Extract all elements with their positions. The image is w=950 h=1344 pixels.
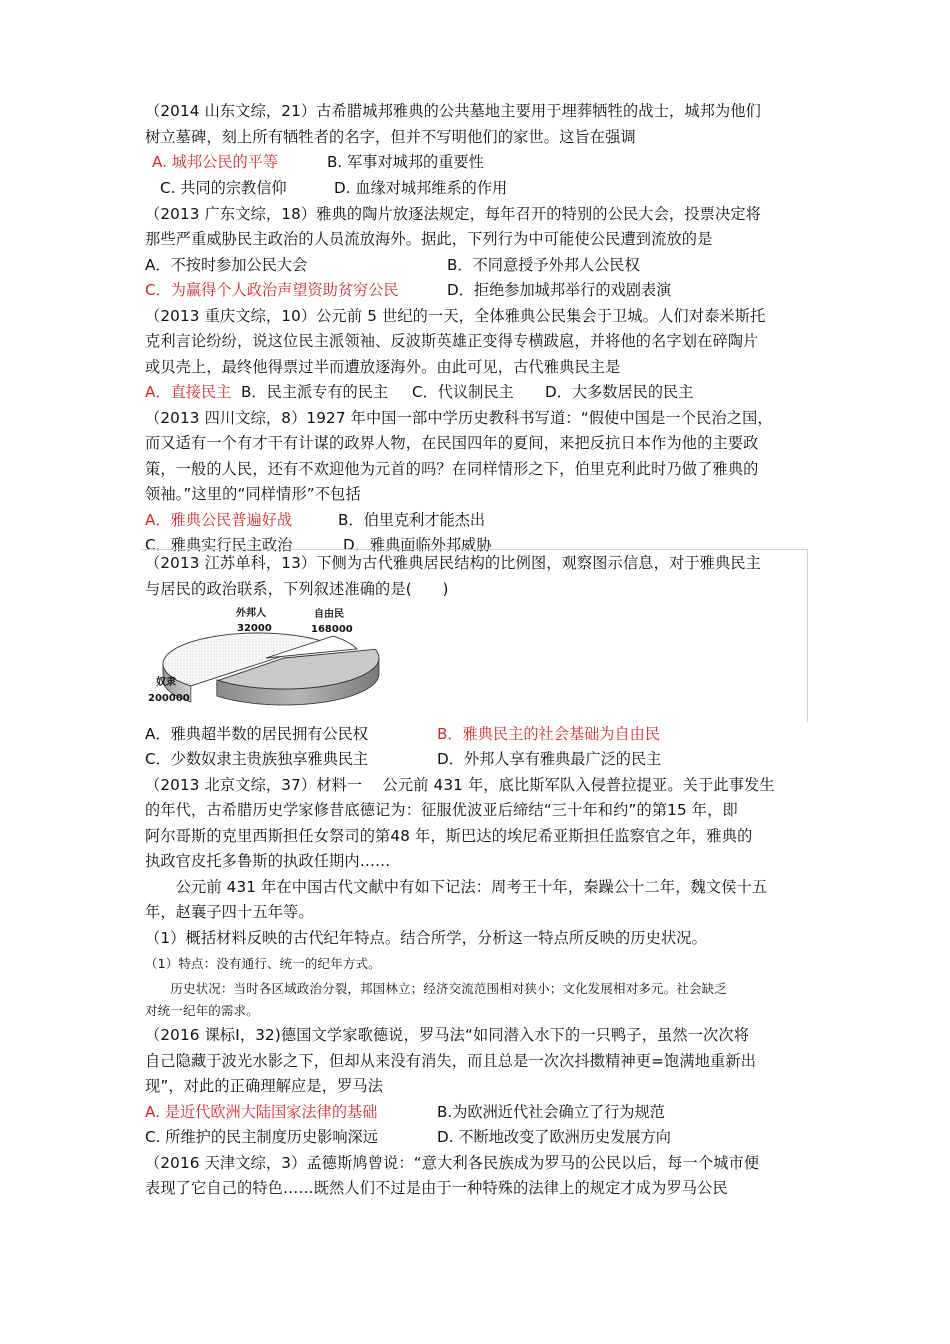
q4-option-d: D．雅典面临外邦威胁	[343, 536, 492, 554]
q2-option-c: C．为赢得个人政治声望资助贫穷公民	[145, 281, 399, 299]
q7-stem-line-3: 现”，对此的正确理解应是，罗马法	[145, 1077, 384, 1095]
q5-option-b: B．雅典民主的社会基础为自由民	[437, 725, 661, 743]
label-free-name: 自由民	[314, 609, 344, 620]
q2-option-a: A．不按时参加公民大会	[145, 256, 308, 274]
q7-stem-line-1: （2016 课标Ⅰ，32)德国文学家歌德说，罗马法“如同潜入水下的一只鸭子，虽然一次次将	[145, 1026, 750, 1044]
q3-stem-line-3: 或贝壳上，最终他得票过半而遭放逐海外。由此可见，古代雅典民主是	[145, 358, 621, 376]
q3-option-d: D．大多数居民的民主	[545, 383, 694, 401]
q6-stem-line-2: 的年代，古希腊历史学家修昔底德记为：征服优波亚后缔结“三十年和约”的第15 年，即	[145, 801, 738, 819]
q2-stem-line-2: 那些严重威胁民主政治的人员流放海外。据此，下列行为中可能使公民遭到流放的是	[145, 230, 713, 248]
q4-stem-line-4: 领袖。”这里的“同样情形”不包括	[145, 485, 361, 503]
population-pie-chart	[144, 602, 392, 720]
q4-option-c: C．雅典实行民主政治	[145, 536, 293, 554]
label-slave-name: 奴隶	[156, 677, 176, 688]
q1-stem-line-2: 树立墓碑，刻上所有牺牲者的名字，但并不写明他们的家世。这旨在强调	[145, 128, 636, 146]
q3-option-a: A．直接民主	[145, 383, 232, 401]
q2-stem-line-1: （2013 广东文综，18）雅典的陶片放逐法规定，每年召开的特别的公民大会，投票决定将	[145, 205, 762, 223]
q6-answer-line-3: 对统一纪年的需求。	[145, 1003, 259, 1018]
q4-option-b: B．伯里克利才能杰出	[338, 511, 486, 529]
q3-option-b: B．民主派专有的民主	[241, 383, 389, 401]
q6-stem-line-4: 执政官皮托多鲁斯的执政任期内……	[145, 852, 391, 870]
q2-option-b: B．不同意授予外邦人公民权	[447, 256, 640, 274]
q2-option-d: D．拒绝参加城邦举行的戏剧表演	[447, 281, 672, 299]
q5-option-a: A．雅典超半数的居民拥有公民权	[145, 725, 369, 743]
q3-option-c: C．代议制民主	[412, 383, 514, 401]
q5-stem-line-1: （2013 江苏单科，13）下侧为古代雅典居民结构的比例图，观察图示信息，对于雅典民主	[145, 554, 762, 572]
q6-stem-line-7: （1）概括材料反映的古代纪年特点。结合所学，分析这一特点所反映的历史状况。	[145, 929, 707, 947]
q1-stem-line-1: （2014 山东文综，21）古希腊城邦雅典的公共墓地主要用于埋葬牺牲的战士，城邦为他们	[145, 102, 762, 120]
q1-option-c: C. 共同的宗教信仰	[160, 179, 287, 197]
q8-stem-line-1: （2016 天津文综，3）孟德斯鸠曾说：“意大利各民族成为罗马的公民以后，每一个城市便	[145, 1154, 760, 1172]
q7-option-b: B.为欧洲近代社会确立了行为规范	[437, 1103, 665, 1121]
q3-stem-line-2: 克利言论纷纷，说这位民主派领袖、反波斯英雄正变得专横跋扈，并将他的名字划在碎陶片	[145, 332, 759, 350]
label-foreigner-name: 外邦人	[236, 608, 266, 619]
label-slave-value: 200000	[148, 693, 190, 704]
label-free-value: 168000	[311, 624, 353, 635]
q4-stem-line-3: 策，一般的人民，还有不欢迎他为元首的吗？在同样情形之下，伯里克利此时乃做了雅典的	[145, 460, 759, 478]
q6-stem-line-5: 公元前 431 年在中国古代文献中有如下记法：周考王十年，秦躁公十二年，魏文侯十五	[145, 878, 768, 896]
pie-slices	[163, 633, 379, 705]
label-foreigner-value: 32000	[237, 623, 272, 634]
q1-option-b: B. 军事对城邦的重要性	[327, 153, 484, 171]
q6-stem-line-1: （2013 北京文综，37）材料一 公元前 431 年，底比斯军队入侵普拉提亚。关于此事发生	[145, 776, 775, 794]
q4-stem-line-1: （2013 四川文综，8）1927 年中国一部中学历史教科书写道：“假使中国是一个民治之国，	[145, 409, 773, 427]
q6-answer-line-2: 历史状况：当时各区域政治分裂，邦国林立；经济交流范围相对狭小；文化发展相对多元。社会缺乏	[145, 981, 727, 996]
q7-option-c: C. 所维护的民主制度历史影响深远	[145, 1128, 378, 1146]
pie-chart-svg	[144, 602, 392, 720]
q1-option-a: A. 城邦公民的平等	[152, 153, 279, 171]
q4-option-a: A．雅典公民普遍好战	[145, 511, 293, 529]
q3-stem-line-1: （2013 重庆文综，10）公元前 5 世纪的一天，全体雅典公民集会于卫城。人们对泰米斯托	[145, 307, 766, 325]
q7-stem-line-2: 自己隐藏于波光水影之下，但却从来没有消失，而且总是一次次抖擞精神更=饱满地重新出	[145, 1052, 757, 1070]
q5-option-c: C．少数奴隶主贵族独享雅典民主	[145, 750, 369, 768]
q7-option-d: D. 不断地改变了欧洲历史发展方向	[437, 1128, 671, 1146]
q8-stem-line-2: 表现了它自己的特色……既然人们不过是由于一种特殊的法律上的规定才成为罗马公民	[145, 1179, 728, 1197]
q6-stem-line-3: 阿尔哥斯的克里西斯担任女祭司的第48 年，斯巴达的埃尼希亚斯担任监察官之年，雅典的	[145, 827, 753, 845]
q7-option-a: A. 是近代欧洲大陆国家法律的基础	[145, 1103, 378, 1121]
q6-stem-line-6: 年，赵襄子四十五年等。	[145, 903, 314, 921]
q5-option-d: D．外邦人享有雅典最广泛的民主	[437, 750, 662, 768]
q5-stem-line-2: 与居民的政治联系，下列叙述准确的是( )	[145, 580, 449, 598]
q1-option-d: D. 血缘对城邦维系的作用	[334, 179, 508, 197]
q4-stem-line-2: 而又适有一个有才干有计谋的政界人物，在民国四年的夏间，来把反抗日本作为他的主要政	[145, 434, 759, 452]
q6-answer-line-1: （1）特点：没有通行、统一的纪年方式。	[145, 956, 381, 971]
